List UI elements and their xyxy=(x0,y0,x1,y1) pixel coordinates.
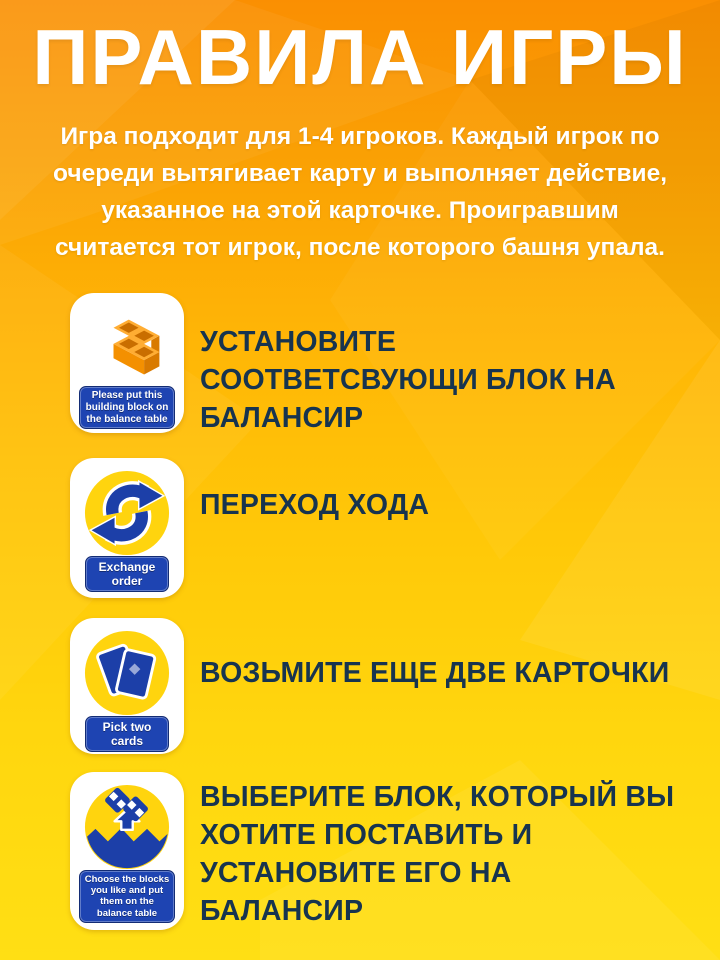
card-label: Exchange order xyxy=(85,556,169,592)
rule-card-3 xyxy=(70,618,184,754)
choose-blocks-icon xyxy=(84,784,170,870)
rule-card-1 xyxy=(70,293,184,433)
building-block-icon xyxy=(82,305,172,386)
card-label: Pick two cards xyxy=(85,716,169,752)
rule-item-1 xyxy=(70,293,704,437)
rule-text: ВЫБЕРИТЕ БЛОК, КОТОРЫЙ ВЫ ХОТИТЕ ПОСТАВИТЬ И УСТАНОВИТЕ ЕГО НА БАЛАНСИР xyxy=(200,781,675,927)
rule-card-2 xyxy=(70,458,184,598)
rule-item-4 xyxy=(70,772,704,930)
card-label: Choose the blocks you like and put them on the balance table xyxy=(79,870,175,923)
card-label: Please put this building block on the balance table xyxy=(79,386,175,429)
intro-paragraph: Игра подходит для 1-4 игроков. Каждый игрок по очереди вытягивает карту и выполняет действие, указанное на этой карточке. Проигравшим считается тот игрок, после которого башня упала. xyxy=(53,123,667,261)
rule-card-4 xyxy=(70,772,184,930)
page-title: ПРАВИЛА ИГРЫ xyxy=(32,13,688,101)
two-cards-icon xyxy=(84,630,170,716)
rule-text: ВОЗЬМИТЕ ЕЩЕ ДВЕ КАРТОЧКИ xyxy=(200,657,670,689)
rule-text: УСТАНОВИТЕ СООТВЕТСВУЮЩИ БЛОК НА БАЛАНСИР xyxy=(200,326,616,434)
rule-item-3 xyxy=(70,618,704,754)
exchange-arrows-icon xyxy=(84,470,170,556)
rule-item-2 xyxy=(70,458,704,598)
rule-text: ПЕРЕХОД ХОДА xyxy=(200,489,430,521)
